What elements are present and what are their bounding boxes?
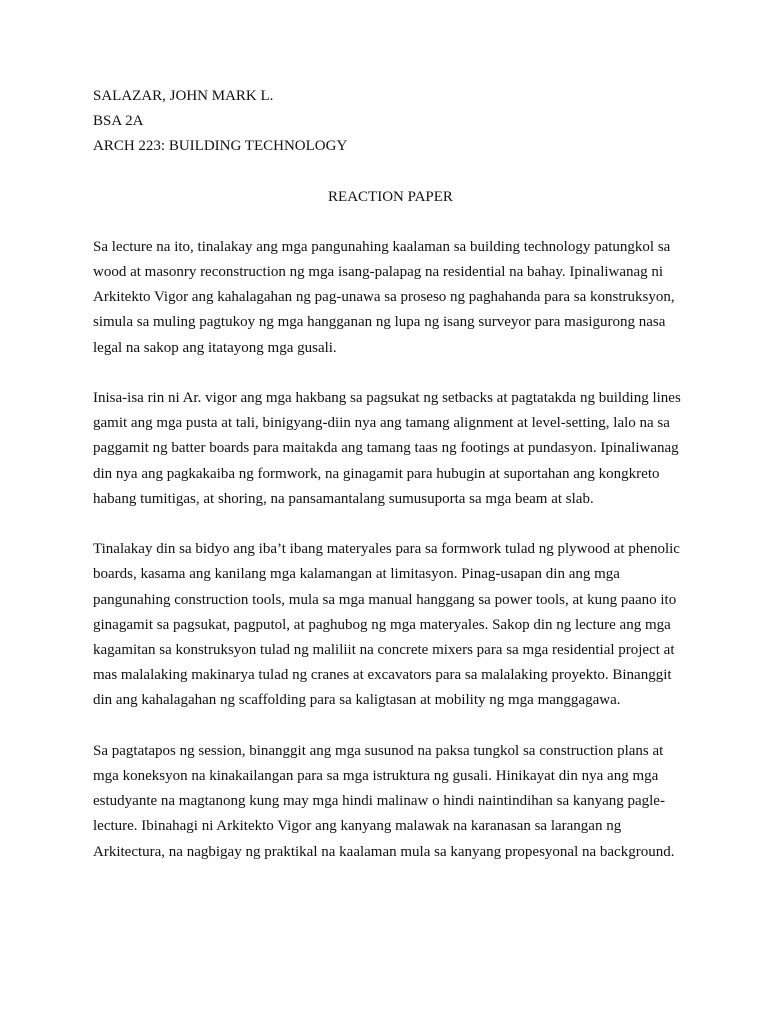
course-title: ARCH 223: BUILDING TECHNOLOGY <box>93 138 348 155</box>
paragraph-1: Sa lecture na ito, tinalakay ang mga pangunahing kaalaman sa building technology patungkol sa wood at masonry reconstruction ng mga isang-palapag na residential na bahay. Ipinaliwanag ni Arkitekto Vigor ang kahalagahan ng pag-unawa sa proseso ng paghahanda para sa konstruksyon, simula sa muling pagtukoy ng mga hangganan ng lupa ng isang surveyor para masigurong nasa legal na sakop ang itatayong mga gusali. <box>93 238 675 356</box>
paragraph-2: Inisa-isa rin ni Ar. vigor ang mga hakbang sa pagsukat ng setbacks at pagtatakda ng building lines gamit ang mga pusta at tali, binigyang-diin nya ang tamang alignment at level-setting, lalo na sa paggamit ng batter boards para maitakda ang tamang taas ng footings at pundasyon. Ipinaliwanag din nya ang pagkakaiba ng formwork, na ginagamit para hubugin at suportahan ang kongkreto habang tumitigas, at shoring, na pansamantalang sumusuporta sa mga beam at slab. <box>93 390 681 507</box>
paragraph-4: Sa pagtatapos ng session, binanggit ang mga susunod na paksa tungkol sa construction plans at mga koneksyon na kinakailangan para sa mga istruktura ng gusali. Hinikayat din nya ang mga estudyante na magtanong kung may mga hindi malinaw o hindi naintindihan sa kanyang pagle-lecture. Ibinahagi ni Arkitekto Vigor ang kanyang malawak na karanasan sa larangan ng Arkitectura, na nagbigay ng praktikal na kaalaman mula sa kanyang propesyonal na background. <box>93 742 675 860</box>
paragraph-3: Tinalakay din sa bidyo ang iba’t ibang materyales para sa formwork tulad ng plywood at phenolic boards, kasama ang kanilang mga kalamangan at limitasyon. Pinag-usapan din ang mga pangunahing construction tools, mula sa mga manual hanggang sa power tools, at kung paano ito ginagamit sa pagsukat, pagputol, at paghubog ng mga materyales. Sakop din ng lecture ang mga kagamitan sa konstruksyon tulad ng maliliit na concrete mixers para sa mga residential project at mas malalaking makinarya tulad ng cranes at excavators para sa malalaking proyekto. Binanggit din ang kahalagahan ng scaffolding para sa kaligtasan at mobility ng mga manggagawa. <box>93 541 680 709</box>
document-title: REACTION PAPER <box>328 188 453 205</box>
student-name: SALAZAR, JOHN MARK L. <box>93 88 274 104</box>
student-section: BSA 2A <box>93 113 144 130</box>
